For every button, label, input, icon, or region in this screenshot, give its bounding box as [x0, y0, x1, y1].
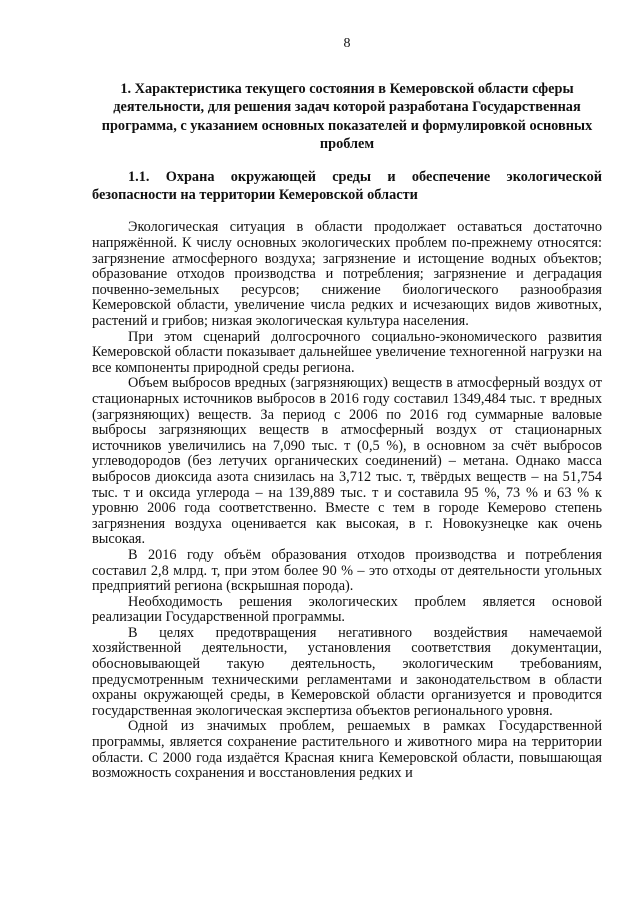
body-text: [92, 220, 602, 781]
paragraph-ecological-situation: Экологическая ситуация в области продолжает оставаться достаточно напряжённой. К числу основных экологических проблем по-прежнему относятся: загрязнение атмосферного воздуха; загрязнение и истощение водных объектов; образование отходов производства и потребления; загрязнение и деградация почвенно-земельных ресурсов; снижение биологического разнообразия Кемеровской области, увеличение числа редких и исчезающих видов животных, растений и грибов; низкая экологическая культура населения.: [92, 219, 602, 329]
section-heading: 1. Характеристика текущего состояния в Кемеровской области сферы деятельности, для решения задач которой разработана Государственная программа, с указанием основных показателей и формулировкой основных проблем: [101, 81, 593, 153]
paragraph-air-emissions: Объем выбросов вредных (загрязняющих) веществ в атмосферный воздух от стационарных источников выбросов в 2016 году составил 1349,484 тыс. т вредных (загрязняющих) веществ. За период с 2006 по 2016 год суммарные валовые выбросы загрязняющих веществ в атмосферный воздух от стационарных источников увеличились на 7,090 тыс. т (0,5 %), в основном за счёт выбросов углеводородов (без летучих органических соединений) – метана. Однако масса выбросов диоксида азота снизилась на 3,712 тыс. т, твёрдых веществ – на 51,754 тыс. т и оксида углерода – на 139,889 тыс. т и составила 95 %, 73 % и 63 % к уровню 2006 года соответственно. Вместе с тем в городе Кемерово степень загрязнения воздуха оценивается как высокая, в г. Новокузнецке как очень высокая.: [92, 375, 602, 548]
page-number: 8: [343, 36, 351, 51]
paragraph-program-basis: Необходимость решения экологических проблем является основой реализации Государственной программы.: [92, 593, 602, 626]
paragraph-ecological-expertise: В целях предотвращения негативного воздействия намечаемой хозяйственной деятельности, установления соответствия документации, обосновывающей такую деятельность, экологическим требованиям, предусмотренным техническими регламентами и законодательством в области охраны окружающей среды, в Кемеровской области организуется и проводится государственная экологическая экспертиза объектов регионального уровня.: [92, 624, 602, 719]
paragraph-flora-fauna: Одной из значимых проблем, решаемых в рамках Государственной программы, является сохранение растительного и животного мира на территории области. С 2000 года издаётся Красная книга Кемеровской области, повышающая возможность сохранения и восстановления редких и: [92, 718, 602, 782]
subsection-heading: 1.1. Охрана окружающей среды и обеспечение экологической безопасности на территории Кемеровской области: [92, 168, 602, 204]
paragraph-development-scenario: При этом сценарий долгосрочного социально-экономического развития Кемеровской области показывает дальнейшее увеличение техногенной нагрузки на все компоненты природной среды региона.: [92, 328, 602, 376]
paragraph-waste-generation: В 2016 году объём образования отходов производства и потребления составил 2,8 млрд. т, при этом более 90 % – это отходы от деятельности угольных предприятий региона (вскрышная порода).: [92, 546, 602, 595]
